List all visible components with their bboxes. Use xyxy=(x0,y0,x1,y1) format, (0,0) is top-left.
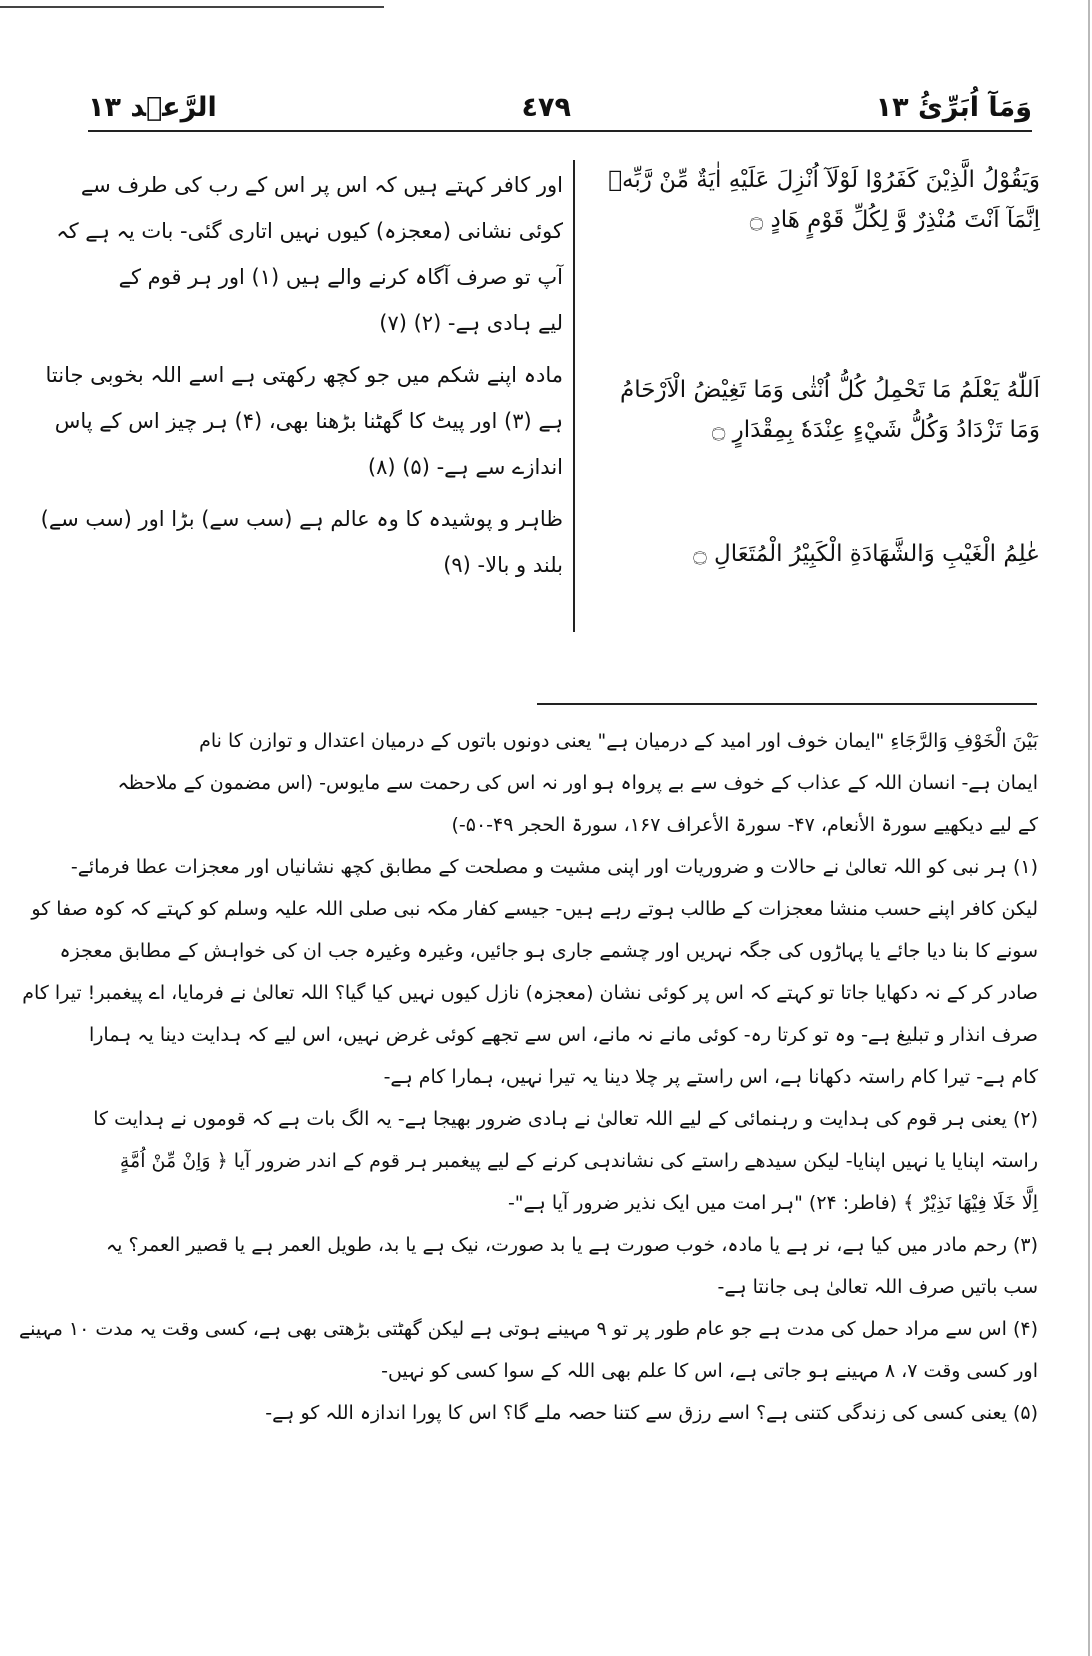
footnote-rule xyxy=(537,703,1037,705)
footnote-line: سونے کا بنا دیا جائے یا پہاڑوں کی جگہ نہریں اور چشمے جاری ہو جائیں، وغیرہ وغیرہ جب ان کی خواہش کے مطابق معجزہ xyxy=(59,940,1038,962)
page-number: ٤٧٩ xyxy=(521,91,571,123)
header-para-name: وَمَآ اُبَرِّئُ ١٣ xyxy=(875,91,1032,123)
translation-line: کوئی نشانی (معجزہ) کیوں نہیں اتاری گئی- بات یہ ہے کہ xyxy=(56,219,563,243)
footnote-line: صادر کر کے نہ دکھایا جاتا تو کہتے کہ اس پر کوئی نشان (معجزہ) نازل کیوں نہیں کیا گیا؟ اللہ تعالیٰ نے فرمایا، اے پیغمبر! تیرا کام xyxy=(22,982,1038,1004)
arabic-line: اَللّٰهُ يَعْلَمُ مَا تَحْمِلُ كُلُّ اُنْثٰى وَمَا تَغِيْضُ الْاَرْحَامُ xyxy=(620,377,1040,403)
translation-line: اور کافر کہتے ہیں کہ اس پر اس کے رب کی طرف سے xyxy=(80,173,563,197)
header-surah-name: الرَّعۡد ١٣ xyxy=(88,91,217,123)
verse-9 xyxy=(630,534,1040,574)
translation-line: آپ تو صرف آگاہ کرنے والے ہیں (۱) اور ہر قوم کے xyxy=(118,265,563,289)
footnote-line: کام ہے- تیرا کام راستہ دکھانا ہے، اس راستے پر چلا دینا یہ تیرا نہیں، ہمارا کام ہے- xyxy=(383,1066,1038,1088)
footnote-line: (۳) رحم مادر میں کیا ہے، نر ہے یا مادہ، خوب صورت ہے یا بد صورت، نیک ہے یا بد، طویل العمر ہے یا قصیر العمر؟ یہ xyxy=(105,1234,1038,1256)
scan-right-edge xyxy=(1088,0,1090,1656)
footnote-line: بَيْنَ الْخَوْفِ وَالرَّجَاءِ "ایمان خوف اور امید کے درمیان ہے" یعنی دونوں باتوں کے درمیان اعتدال و توازن کا نام xyxy=(199,730,1038,752)
footnote-line: اِلَّا خَلَا فِيْهَا نَذِيْرٌ ﴾ (فاطر: ۲۴) "ہر امت میں ایک نذیر ضرور آیا ہے"- xyxy=(507,1192,1038,1214)
footnote-line: راستہ اپنایا یا نہیں اپنایا- لیکن سیدھے راستے کی نشاندہی کرنے کے لیے پیغمبر ہر قوم کے اندر ضرور آیا ﴿ وَاِنْ مِّنْ اُمَّةٍ xyxy=(119,1150,1038,1172)
footnote-line: (۵) یعنی کسی کی زندگی کتنی ہے؟ اسے رزق سے کتنا حصہ ملے گا؟ اس کا پورا اندازہ اللہ کو ہے- xyxy=(265,1402,1038,1424)
page-header xyxy=(88,84,1032,130)
scan-top-rule xyxy=(0,6,384,8)
translation-line: ظاہر و پوشیدہ کا وہ عالم ہے (سب سے) بڑا اور (سب سے) xyxy=(40,507,563,531)
arabic-line: وَمَا تَزْدَادُ وَكُلُّ شَيْءٍ عِنْدَهٗ بِمِقْدَارٍ ۝ xyxy=(711,417,1040,443)
arabic-line: وَيَقُوْلُ الَّذِيْنَ كَفَرُوْا لَوْلَآ اُنْزِلَ عَلَيْهِ اٰيَةٌ مِّنْ رَّبِّهٖ xyxy=(608,167,1040,193)
urdu-translation xyxy=(40,162,563,588)
footnotes xyxy=(18,720,1038,1434)
footnote-line: ایمان ہے- انسان اللہ کے عذاب کے خوف سے بے پرواہ ہو اور نہ اس کی رحمت سے مایوس- (اس مضمون کے ملاحظہ xyxy=(117,772,1038,794)
footnote-line: کے لیے دیکھیے سورۃ الأنعام، ۴۷- سورۃ الأعراف ۱۶۷، سورۃ الحجر ۴۹-۵۰-) xyxy=(451,814,1038,836)
footnote-line: (۴) اس سے مراد حمل کی مدت ہے جو عام طور پر تو ۹ مہینے ہوتی ہے لیکن گھٹتی بڑھتی بھی ہے، کسی وقت یہ مدت ۱۰ مہینے xyxy=(18,1318,1038,1340)
translation-line: لیے ہادی ہے- (۲) (۷) xyxy=(379,311,563,335)
translation-line: ہے (۳) اور پیٹ کا گھٹنا بڑھنا بھی، (۴) ہر چیز اس کے پاس xyxy=(54,409,563,433)
translation-line: بلند و بالا- (۹) xyxy=(443,553,563,577)
arabic-line: عٰلِمُ الْغَيْبِ وَالشَّهَادَةِ الْكَبِيْرُ الْمُتَعَالِ ۝ xyxy=(693,541,1040,567)
footnote-line: (۲) یعنی ہر قوم کی ہدایت و رہنمائی کے لیے اللہ تعالیٰ نے ہادی ضرور بھیجا ہے- یہ الگ بات ہے کہ قوموں نے ہدایت کا xyxy=(93,1108,1038,1130)
footnote-line: سب باتیں صرف اللہ تعالیٰ ہی جانتا ہے- xyxy=(717,1276,1038,1298)
footnote-line: (۱) ہر نبی کو اللہ تعالیٰ نے حالات و ضروریات اور اپنی مشیت و مصلحت کے مطابق کچھ نشانیاں اور معجزات عطا فرمائے- xyxy=(70,856,1038,878)
column-divider xyxy=(573,160,575,632)
translation-line: مادہ اپنے شکم میں جو کچھ رکھتی ہے اسے اللہ بخوبی جانتا xyxy=(45,363,563,387)
arabic-line: اِنَّمَآ اَنْتَ مُنْذِرٌ وَّ لِكُلِّ قَوْمٍ هَادٍ ۝ xyxy=(749,207,1040,233)
translation-line: اندازے سے ہے- (۵) (۸) xyxy=(367,455,563,479)
header-rule xyxy=(88,130,1032,132)
verse-7 xyxy=(608,160,1040,240)
footnote-line: لیکن کافر اپنے حسب منشا معجزات کے طالب ہوتے رہے ہیں- جیسے کفار مکہ نبی صلی اللہ علیہ وسلم کو کہتے کہ کوہ صفا کو xyxy=(31,898,1038,920)
verse-8 xyxy=(620,370,1040,450)
footnote-line: صرف انذار و تبلیغ ہے- وہ تو کرتا رہ- کوئی مانے نہ مانے، اس سے تجھے کوئی غرض نہیں، اس لیے کہ ہدایت دینا یہ ہمارا xyxy=(88,1024,1038,1046)
footnote-line: اور کسی وقت ۷، ۸ مہینے ہو جاتی ہے، اس کا علم بھی اللہ کے سوا کسی کو نہیں- xyxy=(381,1360,1038,1382)
